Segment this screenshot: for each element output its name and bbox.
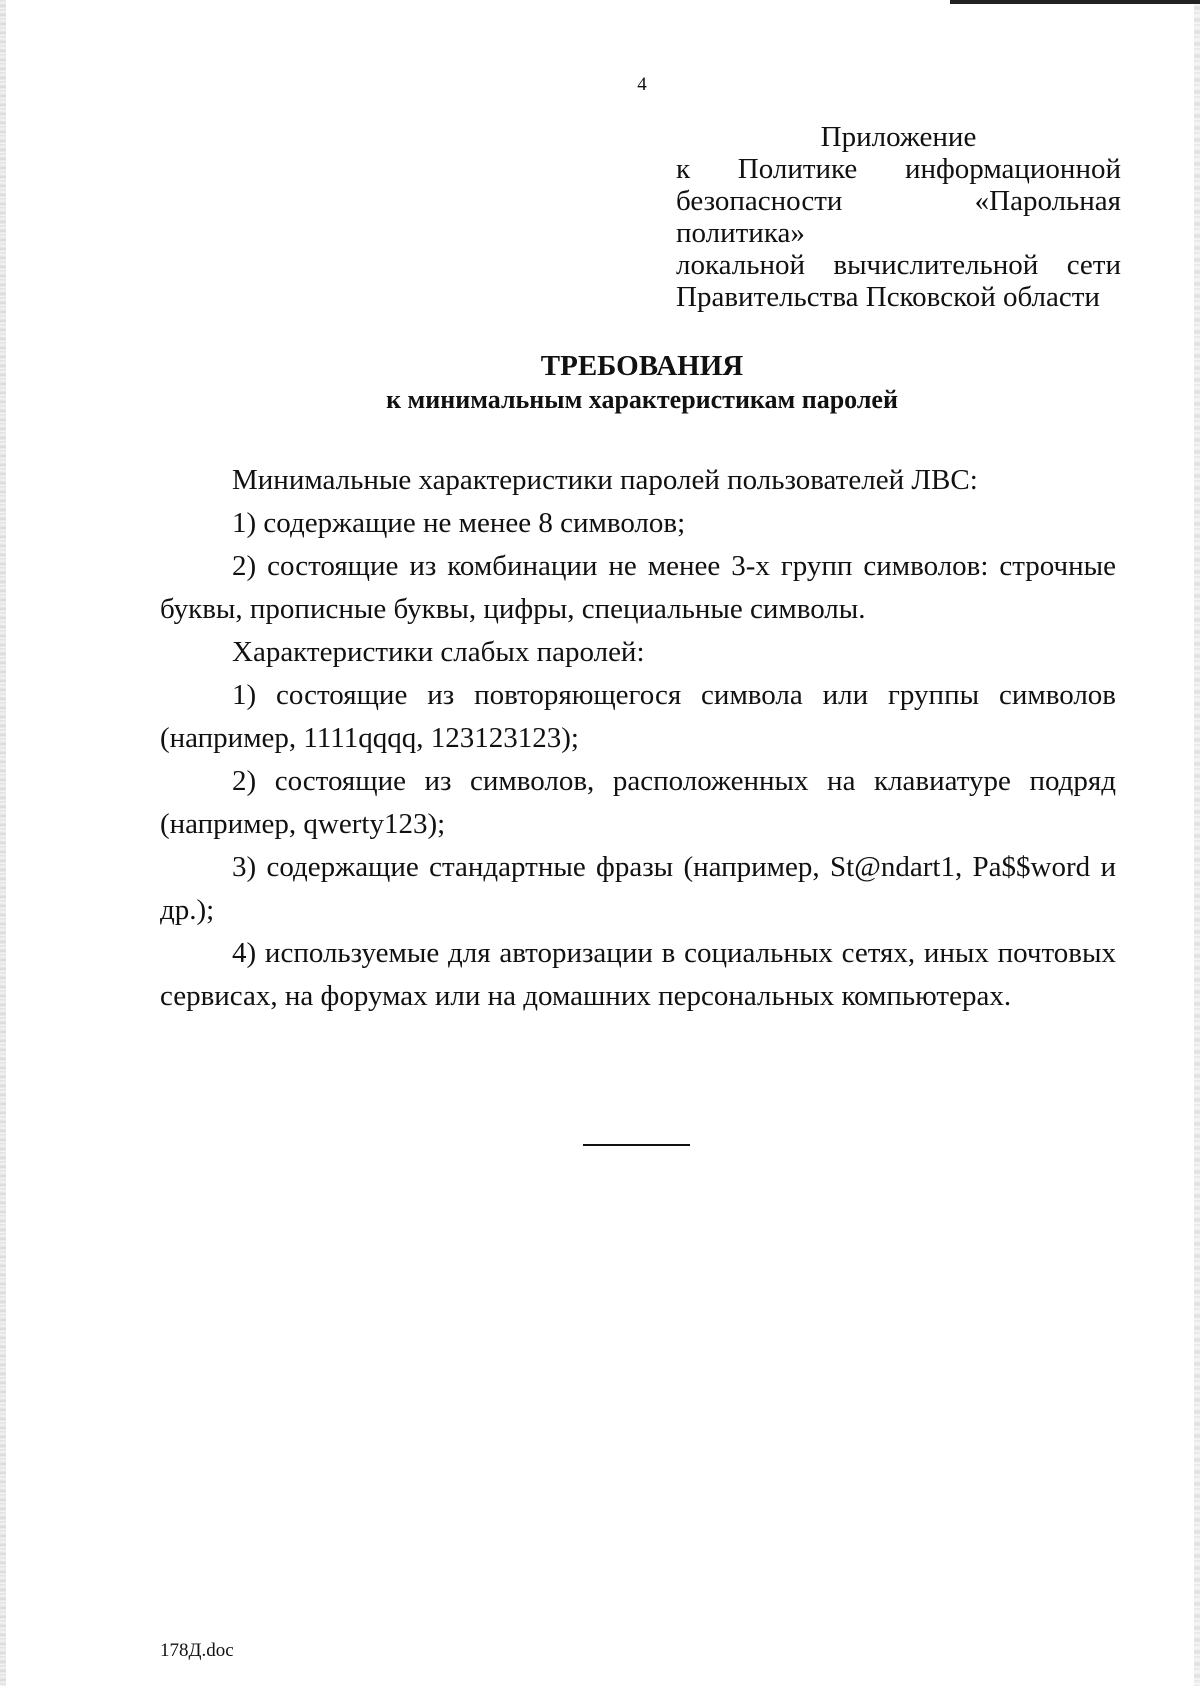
document-title: ТРЕБОВАНИЯ <box>540 350 744 382</box>
appendix-line: безопасности «Парольная политика» <box>676 185 1121 249</box>
page-number: 4 <box>637 74 647 95</box>
paragraph: 2) состоящие из комбинации не менее 3-х групп символов: строчные буквы, прописные буквы, цифры, специальные символы. <box>160 550 1116 625</box>
paragraph: 4) используемые для авторизации в социальных сетях, иных почтовых сервисах, на форумах или на домашних персональных компьютерах. <box>160 937 1116 1012</box>
appendix-line: локальной вычислительной сети <box>676 249 1121 281</box>
scan-edge-right <box>1194 0 1200 1686</box>
appendix-line: к Политике информационной <box>676 153 1121 185</box>
paragraph: 1) содержащие не менее 8 символов; <box>232 507 686 539</box>
document-subtitle: к минимальным характеристикам паролей <box>386 385 898 414</box>
appendix-title: Приложение <box>820 121 977 153</box>
scan-edge-left <box>0 0 6 1686</box>
appendix-block <box>676 121 1121 313</box>
scan-top-line <box>950 0 1200 4</box>
appendix-line: Правительства Псковской области <box>676 281 1100 313</box>
footer-filename: 178Д.doc <box>160 1640 234 1661</box>
paragraph: Характеристики слабых паролей: <box>232 636 645 668</box>
paragraph: Минимальные характеристики паролей пользователей ЛВС: <box>232 464 978 496</box>
paragraph: 3) содержащие стандартные фразы (например, St@ndart1, Pa$$word и др.); <box>160 851 1116 926</box>
paragraph: 1) состоящие из повторяющегося символа или группы символов (например, 1111qqqq, 123123123); <box>160 679 1116 754</box>
document-body <box>160 459 1116 1018</box>
paragraph: 2) состоящие из символов, расположенных на клавиатуре подряд (например, qwerty123); <box>160 765 1116 840</box>
closing-rule <box>583 1144 690 1146</box>
